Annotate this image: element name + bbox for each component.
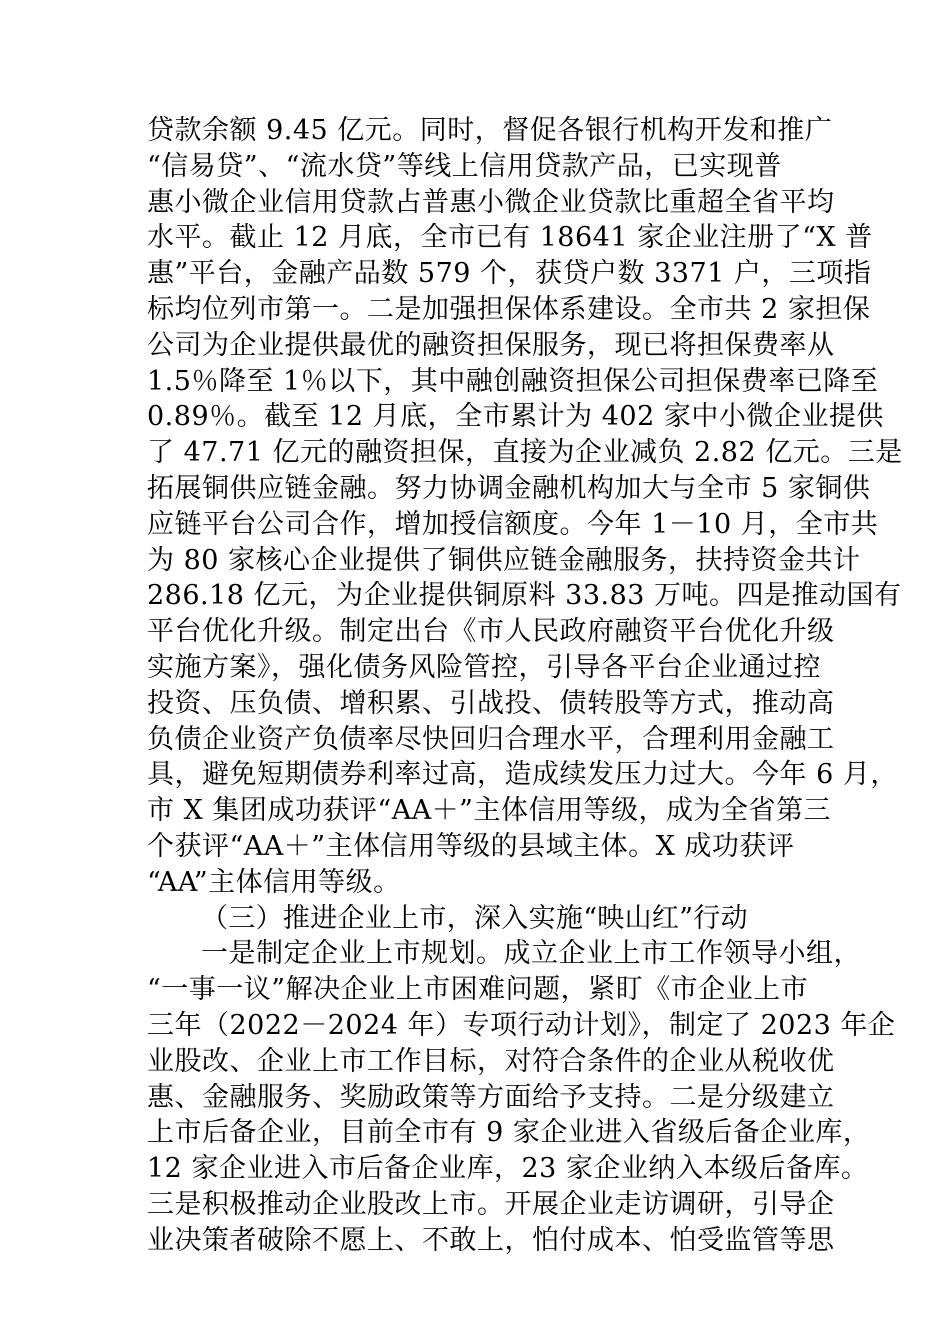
- text-line: 上市后备企业，目前全市有 9 家企业进入省级后备企业库，: [147, 1117, 871, 1149]
- text-line: 为 80 家核心企业提供了铜供应链金融服务，扶持资金共计: [147, 544, 861, 576]
- text-line: 286.18 亿元，为企业提供铜原料 33.83 万吨。四是推动国有: [147, 580, 902, 612]
- text-line: 公司为企业提供最优的融资担保服务，现已将担保费率从: [147, 329, 835, 361]
- text-line: 业决策者破除不愿上、不敢上，怕付成本、怕受监管等思: [147, 1224, 835, 1256]
- text-line: “一事一议”解决企业上市困难问题，紧盯《市企业上市: [147, 974, 809, 1006]
- text-line: “信易贷”、“流水贷”等线上信用贷款产品，已实现普: [147, 150, 782, 182]
- text-line: 0.89％。截至 12 月底，全市累计为 402 家中小微企业提供: [147, 401, 884, 433]
- text-line: 标均位列市第一。二是加强担保体系建设。全市共 2 家担保: [147, 293, 871, 325]
- paragraph-continued: [147, 113, 903, 901]
- text-line: 12 家企业进入市后备企业库，23 家企业纳入本级后备库。: [147, 1153, 869, 1185]
- text-line: 1.5％降至 1％以下，其中融创融资担保公司担保费率已降至: [147, 365, 879, 397]
- text-line: 三是积极推动企业股改上市。开展企业走访调研，引导企: [147, 1188, 835, 1220]
- text-line: 水平。截止 12 月底，全市已有 18641 家企业注册了“X 普: [147, 222, 873, 254]
- document-body: [147, 113, 903, 1259]
- text-line: 具，避免短期债券利率过高，造成续发压力过大。今年 6 月，: [147, 759, 898, 791]
- text-line: 负债企业资产负债率尽快回归合理水平，合理利用金融工: [147, 723, 835, 755]
- text-line: 三年（2022－2024 年）专项行动计划》，制定了 2023 年企: [147, 1009, 896, 1041]
- text-line: 市 X 集团成功获评“AA＋”主体信用等级，成为全省第三: [147, 795, 831, 827]
- text-line: “AA”主体信用等级。: [147, 866, 401, 898]
- text-line: 惠”平台，金融产品数 579 个，获贷户数 3371 户，三项指: [147, 258, 872, 290]
- text-line: 应链平台公司合作，增加授信额度。今年 1－10 月，全市共: [147, 508, 879, 540]
- paragraph-next: [147, 936, 896, 1258]
- text-line: 业股改、企业上市工作目标，对符合条件的企业从税收优: [147, 1045, 835, 1077]
- text-line: 平台优化升级。制定出台《市人民政府融资平台优化升级: [147, 616, 835, 648]
- section-heading: （三）推进企业上市，深入实施“映山红”行动: [201, 902, 748, 934]
- text-line: 实施方案》，强化债务风险管控，引导各平台企业通过控: [147, 651, 821, 683]
- text-line: 个获评“AA＋”主体信用等级的县域主体。X 成功获评: [147, 830, 795, 862]
- text-line: 了 47.71 亿元的融资担保，直接为企业减负 2.82 亿元。三是: [147, 437, 903, 469]
- text-line: 一是制定企业上市规划。成立企业上市工作领导小组，: [201, 938, 861, 970]
- text-line: 贷款余额 9.45 亿元。同时，督促各银行机构开发和推广: [147, 115, 833, 146]
- text-line: 拓展铜供应链金融。努力协调金融机构加大与全市 5 家铜供: [147, 472, 871, 504]
- text-line: 惠小微企业信用贷款占普惠小微企业贷款比重超全省平均: [147, 186, 835, 218]
- text-line: 惠、金融服务、奖励政策等方面给予支持。二是分级建立: [147, 1081, 835, 1113]
- text-line: 投资、压负债、增积累、引战投、债转股等方式，推动高: [147, 687, 835, 719]
